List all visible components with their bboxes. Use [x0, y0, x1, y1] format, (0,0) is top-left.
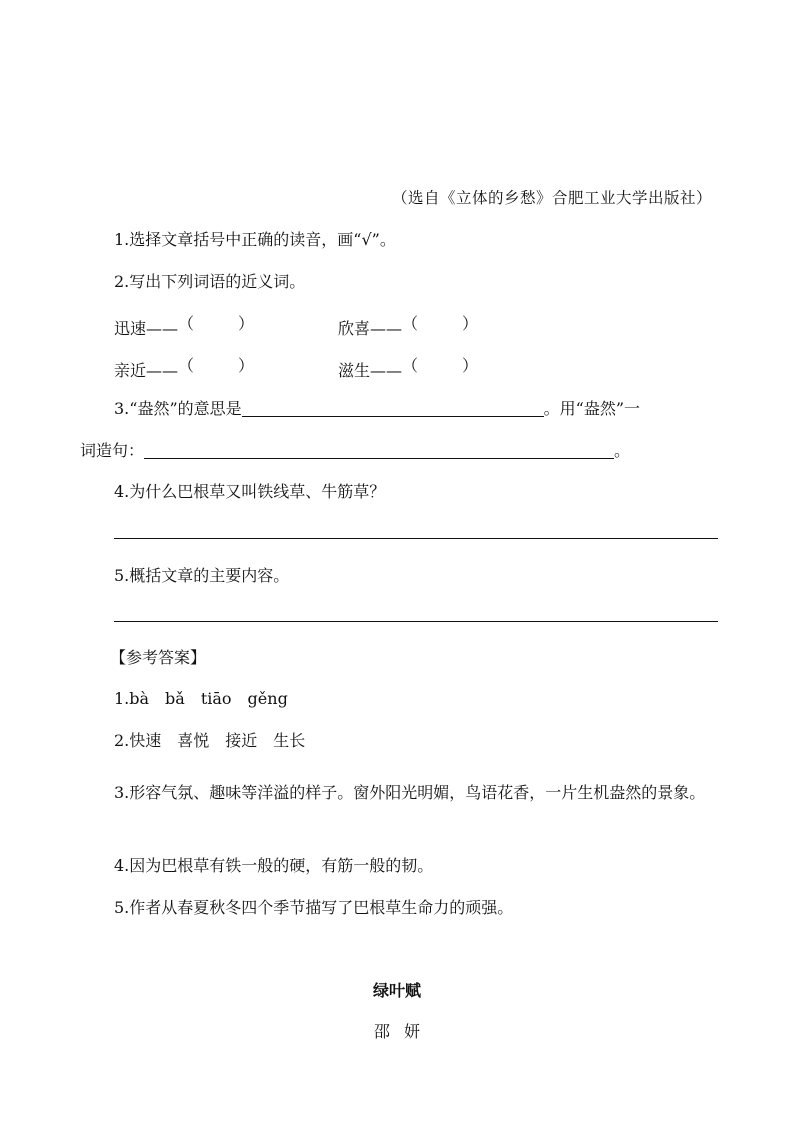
question-4: 4.为什么巴根草又叫铁线草、牛筋草？ — [114, 482, 386, 501]
paren-open: （ — [178, 356, 195, 375]
answer-2: 2.快速 喜悦 接近 生长 — [114, 731, 306, 750]
sentence-period: 。 — [614, 441, 631, 460]
sentence-answer-blank[interactable] — [144, 440, 614, 459]
answer-5: 5.作者从春夏秋冬四个季节描写了巴根草生命力的顽强。 — [114, 898, 514, 917]
question-4-answer-line[interactable] — [114, 538, 718, 539]
question-3-line-2 — [80, 440, 630, 461]
answer-blank[interactable] — [178, 356, 254, 376]
paren-open: （ — [402, 314, 419, 333]
article-author: 邵妍 — [373, 1022, 434, 1041]
paren-close: ） — [238, 356, 255, 375]
synonym-item — [114, 356, 254, 381]
synonym-item — [338, 356, 478, 381]
paren-open: （ — [402, 356, 419, 375]
answer-3: 3.形容气氛、趣味等洋溢的样子。窗外阳光明媚，鸟语花香，一片生机盎然的景象。 — [114, 783, 706, 802]
paren-close: ） — [462, 314, 479, 333]
synonym-word: 欣喜—— — [338, 319, 403, 338]
answer-blank[interactable] — [402, 314, 478, 334]
question-3-line-1 — [114, 398, 640, 419]
question-5-answer-line[interactable] — [114, 621, 718, 622]
question-3-text: 3.“盎然”的意思是 — [114, 399, 242, 418]
question-1: 1.选择文章括号中正确的读音，画“√”。 — [114, 230, 396, 249]
synonym-word: 亲近—— — [114, 361, 179, 380]
question-2: 2.写出下列词语的近义词。 — [114, 272, 306, 291]
answer-1: 1.bà bǎ tiāo gěng — [114, 689, 288, 708]
answer-blank[interactable] — [178, 314, 254, 334]
question-3-text-cont: 。用“盎然”一 — [543, 399, 641, 418]
synonym-word: 迅速—— — [114, 319, 179, 338]
sentence-prompt: 词造句： — [80, 441, 145, 460]
question-5: 5.概括文章的主要内容。 — [114, 566, 290, 585]
answers-heading: 【参考答案】 — [110, 648, 207, 667]
source-citation: （选自《立体的乡愁》合肥工业大学出版社） — [391, 189, 712, 207]
article-title: 绿叶赋 — [372, 981, 421, 1000]
synonym-item — [114, 314, 254, 339]
synonym-word: 滋生—— — [338, 361, 403, 380]
paren-close: ） — [462, 356, 479, 375]
meaning-answer-blank[interactable] — [242, 398, 544, 417]
answer-4: 4.因为巴根草有铁一般的硬，有筋一般的韧。 — [114, 856, 434, 875]
answer-blank[interactable] — [402, 356, 478, 376]
paren-open: （ — [178, 314, 195, 333]
paren-close: ） — [238, 314, 255, 333]
synonym-item — [338, 314, 478, 339]
